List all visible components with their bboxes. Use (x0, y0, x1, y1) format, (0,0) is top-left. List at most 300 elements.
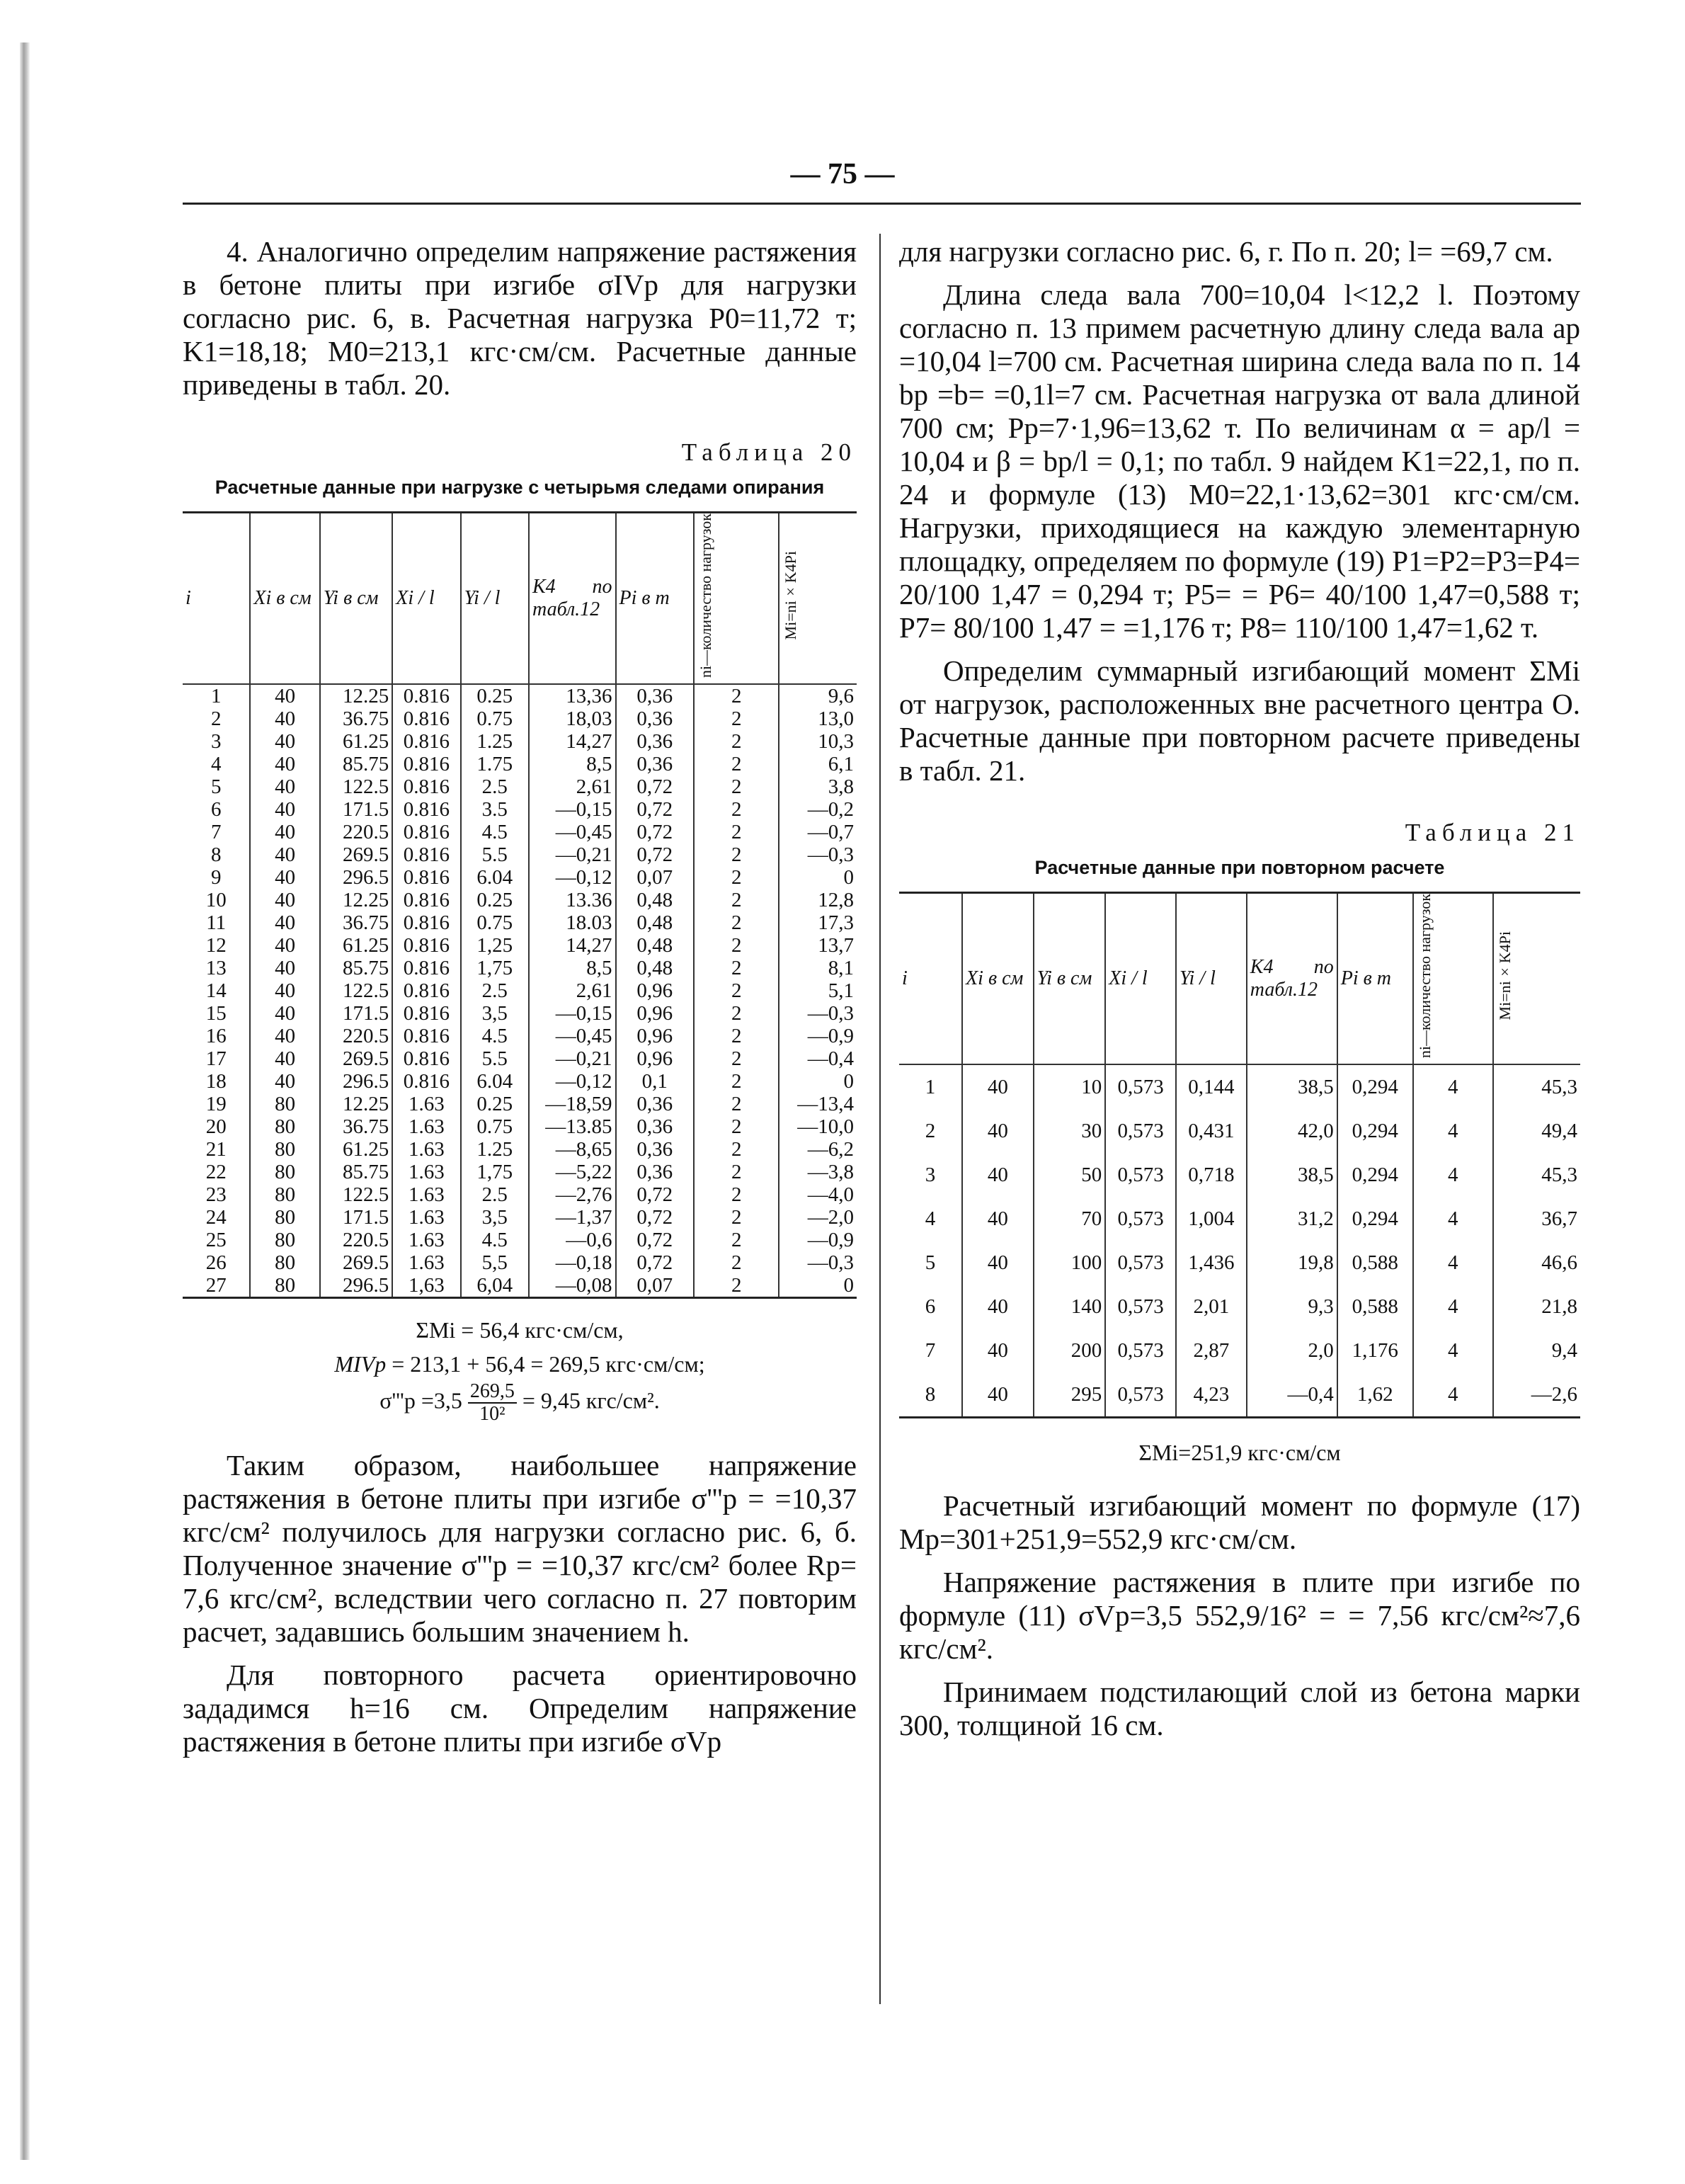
table20-cell: 15 (205, 1002, 227, 1025)
table20-cell: 80 (250, 1161, 319, 1183)
table21-cell: 50 (1034, 1153, 1106, 1197)
table21-cell: 0,144 (1176, 1064, 1247, 1109)
table20-row (183, 1206, 857, 1229)
table20-cell: 171.5 (320, 1206, 392, 1229)
table20-cell: 80 (250, 1206, 319, 1229)
table21-cell: 2 (925, 1120, 936, 1143)
table20-cell: 14,27 (529, 934, 616, 957)
table20-cell: —0,6 (529, 1229, 616, 1251)
table20-cell: 0.816 (392, 979, 460, 1002)
table20-cell: 6.04 (461, 866, 529, 889)
table20-cell: 0 (779, 866, 857, 889)
table20-cell: 2 (694, 1047, 779, 1070)
table20-cell: 0,72 (616, 843, 694, 866)
table20-cell: —0,7 (779, 821, 857, 843)
table20-cell: 0.75 (461, 707, 529, 730)
table20-cell: 21 (205, 1138, 227, 1161)
table21-cell: 4 (1413, 1372, 1493, 1418)
table20-cell: 3,8 (779, 775, 857, 798)
table20-cell: 2 (694, 684, 779, 707)
table21-cell: 3 (925, 1164, 936, 1187)
table21-cell: 4 (1413, 1109, 1493, 1153)
table20-cell: 2 (694, 911, 779, 934)
sigma-fraction-denominator: 10² (479, 1403, 506, 1426)
table20-cell: 1,63 (392, 1274, 460, 1298)
right-paragraph-2: Длина следа вала 700=10,04 l<12,2 l. Поэтому согласно п. 13 примем расчетную длину следа вала aр =10,04 l=700 см. Расчетная ширина следа вала по п. 14 bр =b= =0,1l=7 см. Расчетная нагрузка от вала длиной 700 см; Pр=7·1,96=13,62 т. По величинам α = aр/l = 10,04 и β = bр/l = 0,1; по табл. 9 найдем K1=22,1, по п. 24 и формуле (13) M0=22,1·13,62=301 кгс·см/см. Нагрузки, приходящиеся на каждую элементарную площадку, определяем по формуле (19) P1=P2=P3=P4= 20/100 1,47 = 0,294 т; P5= = P6= 40/100 1,47=0,588 т; P7= 80/100 1,47 = =1,176 т; P8= 110/100 1,47=1,62 т. (899, 278, 1580, 644)
table20-cell: 12.25 (320, 1093, 392, 1115)
table20-row (183, 684, 857, 707)
table20-cell: —0,45 (529, 1025, 616, 1047)
moment-formula (183, 1347, 857, 1381)
page-number: — 75 — (790, 158, 895, 190)
table20-cell: 2 (694, 775, 779, 798)
table20-cell: 2 (694, 889, 779, 911)
table20-header-m-cell (779, 513, 857, 685)
table20-cell: 0.816 (392, 798, 460, 821)
table20-cell: 40 (250, 1047, 319, 1070)
table21-cell: 0,573 (1105, 1372, 1176, 1418)
table21-cell: 0,573 (1105, 1197, 1176, 1241)
table20-cell: 0,96 (616, 1025, 694, 1047)
table20-row (183, 889, 857, 911)
table21-cell: 2,01 (1176, 1285, 1247, 1329)
table20-cell: 12 (205, 934, 227, 957)
table20-cell: 18,03 (529, 707, 616, 730)
table20-cell: 18 (205, 1070, 227, 1093)
table20-cell: 0 (779, 1274, 857, 1298)
table20-cell: —0,2 (779, 798, 857, 821)
table20-cell: 2 (694, 934, 779, 957)
table20-cell: 61.25 (320, 934, 392, 957)
table20-cell: 8,5 (529, 753, 616, 775)
table20-cell: 0.816 (392, 866, 460, 889)
table-20 (183, 511, 857, 1299)
left-paragraph-3: Для повторного расчета ориентировочно зададимся h=16 см. Определим напряжение растяжения в бетоне плиты при изгибе σVр (183, 1659, 857, 1758)
table20-cell: 220.5 (320, 1229, 392, 1251)
table20-cell: —0,3 (779, 1251, 857, 1274)
table20-cell: 3 (210, 730, 222, 753)
table20-cell: 0,36 (616, 1115, 694, 1138)
moment-formula-lhs: MIVр (334, 1351, 387, 1377)
table20-cell: 0,72 (616, 821, 694, 843)
table20-cell: 40 (250, 821, 319, 843)
table20-cell: 0,72 (616, 1251, 694, 1274)
table20-cell: 36.75 (320, 911, 392, 934)
table-21 (899, 892, 1580, 1418)
table20-row (183, 1229, 857, 1251)
table20-cell: 0.25 (461, 1093, 529, 1115)
table20-cell: 40 (250, 1070, 319, 1093)
table21-cell: —0,4 (1247, 1372, 1337, 1418)
table20-caption: Расчетные данные при нагрузке с четырьмя следами опирания (215, 477, 825, 498)
table20-header-i: i (183, 513, 250, 685)
table20-cell: —0,12 (529, 1070, 616, 1093)
table20-cell: 0.816 (392, 707, 460, 730)
table20-row (183, 843, 857, 866)
table20-cell: 2 (694, 979, 779, 1002)
table20-cell: 10,3 (779, 730, 857, 753)
table20-cell: 2,61 (529, 775, 616, 798)
table20-row (183, 775, 857, 798)
table21-header-x: Xi в см (962, 893, 1034, 1065)
table20-cell: 2 (694, 1183, 779, 1206)
table20-cell: —0,12 (529, 866, 616, 889)
table21-cell: 100 (1034, 1241, 1106, 1285)
table21-cell: 19,8 (1247, 1241, 1337, 1285)
table20-cell: 0.816 (392, 730, 460, 753)
table21-cell: 40 (962, 1372, 1034, 1418)
table20-cell: —0,9 (779, 1229, 857, 1251)
table20-cell: 24 (205, 1206, 227, 1229)
table20-header-x-over-l: Xi / l (392, 513, 460, 685)
table20-cell: 0.816 (392, 753, 460, 775)
table20-cell: 0,72 (616, 798, 694, 821)
table20-cell: 14 (205, 979, 227, 1003)
table20-row (183, 821, 857, 843)
table21-cell: 0,718 (1176, 1153, 1247, 1197)
table20-cell: —8,65 (529, 1138, 616, 1161)
table20-cell: 2 (694, 821, 779, 843)
table20-cell: 4 (210, 753, 222, 776)
table20-cell: —3,8 (779, 1161, 857, 1183)
table20-cell: 0,36 (616, 684, 694, 707)
table20-cell: 5,5 (461, 1251, 529, 1274)
table20-cell: 2.5 (461, 979, 529, 1002)
table20-cell: 3,5 (461, 1002, 529, 1025)
table20-cell: 0.25 (461, 684, 529, 707)
table20-cell: 296.5 (320, 866, 392, 889)
table20-header-x: Xi в см (250, 513, 319, 685)
table20-cell: —4,0 (779, 1183, 857, 1206)
table21-cell: 46,6 (1493, 1241, 1580, 1285)
table20-cell: 2.5 (461, 775, 529, 798)
table20-cell: 0,96 (616, 1002, 694, 1025)
table20-cell: 1.63 (392, 1183, 460, 1206)
table20-cell: 2 (694, 1229, 779, 1251)
table20-cell: 13 (205, 957, 227, 980)
table20-cell: 0,48 (616, 889, 694, 911)
table20-cell: 17 (205, 1047, 227, 1071)
sigma-formula-rhs: = 9,45 кгс/см². (522, 1387, 660, 1414)
table20-cell: 2 (694, 866, 779, 889)
table20-cell: 40 (250, 1025, 319, 1047)
table20-cell: —2,76 (529, 1183, 616, 1206)
table20-cell: 1.75 (461, 753, 529, 775)
table21-row (899, 1064, 1580, 1109)
table21-cell: 0,294 (1337, 1064, 1413, 1109)
table20-cell: —6,2 (779, 1138, 857, 1161)
table21-cell: 295 (1034, 1372, 1106, 1418)
table20-cell: 3,5 (461, 1206, 529, 1229)
table20-cell: 10 (205, 889, 227, 912)
table20-header-p: Pi в т (616, 513, 694, 685)
table21-body (899, 1064, 1580, 1418)
table20-cell: 0,1 (616, 1070, 694, 1093)
table20-cell: 6,04 (461, 1274, 529, 1298)
table20-row (183, 911, 857, 934)
table21-cell: 4 (1413, 1197, 1493, 1241)
table20-cell: 0.816 (392, 684, 460, 707)
table20-cell: 296.5 (320, 1274, 392, 1298)
table20-cell: 40 (250, 1002, 319, 1025)
table20-cell: 8,1 (779, 957, 857, 979)
table20-cell: 1 (210, 685, 222, 708)
table20-cell: 40 (250, 889, 319, 911)
table20-cell: 0.816 (392, 775, 460, 798)
table20-cell: 2.5 (461, 1183, 529, 1206)
table20-cell: 1.63 (392, 1251, 460, 1274)
table20-cell: 1,75 (461, 957, 529, 979)
table21-cell: 0,588 (1337, 1241, 1413, 1285)
table20-cell: 2 (694, 843, 779, 866)
table20-cell: 2 (210, 707, 222, 731)
table21-cell: 2,0 (1247, 1329, 1337, 1372)
table20-cell: 12.25 (320, 684, 392, 707)
table20-cell: —0,15 (529, 798, 616, 821)
table21-cell: 40 (962, 1329, 1034, 1372)
table21-cell: 1,176 (1337, 1329, 1413, 1372)
table20-header-y: Yi в см (320, 513, 392, 685)
table21-cell: 0,573 (1105, 1329, 1176, 1372)
table20-cell: 0,72 (616, 1206, 694, 1229)
table20-cell: 40 (250, 957, 319, 979)
right-paragraph-1: для нагрузки согласно рис. 6, г. По п. 20; l= =69,7 см. (899, 235, 1553, 268)
table20-cell: 2 (694, 1115, 779, 1138)
table21-cell: 40 (962, 1153, 1034, 1197)
table20-cell: 0.816 (392, 1002, 460, 1025)
table20-cell: 171.5 (320, 798, 392, 821)
table21-cell: 0,294 (1337, 1153, 1413, 1197)
table20-cell: 80 (250, 1093, 319, 1115)
table20-cell: —10,0 (779, 1115, 857, 1138)
table20-cell: 40 (250, 979, 319, 1002)
table20-cell: 0,36 (616, 1138, 694, 1161)
table20-cell: 9 (210, 866, 222, 889)
table20-cell: 2 (694, 798, 779, 821)
table20-cell: 0.75 (461, 911, 529, 934)
table20-row (183, 1070, 857, 1093)
table20-cell: 0,72 (616, 1183, 694, 1206)
table20-cell: 8,5 (529, 957, 616, 979)
table21-cell: 4 (1413, 1153, 1493, 1197)
sigma-formula (183, 1381, 857, 1425)
left-column (183, 235, 857, 1758)
table21-cell: 70 (1034, 1197, 1106, 1241)
table21-cell: 31,2 (1247, 1197, 1337, 1241)
table20-cell: —13,4 (779, 1093, 857, 1115)
table21-header-x-over-l: Xi / l (1105, 893, 1176, 1065)
table20-cell: 7 (210, 821, 222, 844)
table20-cell: —13.85 (529, 1115, 616, 1138)
table21-cell: 1,436 (1176, 1241, 1247, 1285)
right-paragraph-4: Расчетный изгибающий момент по формуле (17) Mр=301+251,9=552,9 кгс·см/см. (899, 1489, 1580, 1556)
table20-cell: 80 (250, 1229, 319, 1251)
table20-cell: 1.63 (392, 1229, 460, 1251)
table20-cell: 40 (250, 934, 319, 957)
table20-cell: 2 (694, 1274, 779, 1298)
table20-cell: 0 (779, 1070, 857, 1093)
table21-cell: 0,573 (1105, 1241, 1176, 1285)
table20-cell: 1,75 (461, 1161, 529, 1183)
table20-cell: 2 (694, 957, 779, 979)
table20-row (183, 1025, 857, 1047)
table21-cell: 21,8 (1493, 1285, 1580, 1329)
table20-row (183, 1047, 857, 1070)
sigma-fraction-numerator: 269,5 (468, 1381, 517, 1404)
table20-cell: 2 (694, 753, 779, 775)
table20-cell: 2 (694, 1161, 779, 1183)
table20-cell: 80 (250, 1274, 319, 1298)
table20-cell: 0.816 (392, 957, 460, 979)
table21-cell: 0,573 (1105, 1285, 1176, 1329)
table20-cell: 0,07 (616, 1274, 694, 1298)
table20-cell: 2,61 (529, 979, 616, 1002)
table21-cell: 49,4 (1493, 1109, 1580, 1153)
table20-cell: —5,22 (529, 1161, 616, 1183)
table20-cell: 40 (250, 866, 319, 889)
table21-cell: 36,7 (1493, 1197, 1580, 1241)
table20-cell: 1.25 (461, 1138, 529, 1161)
table20-row (183, 798, 857, 821)
table20-cell: 40 (250, 775, 319, 798)
table20-cell: —0,9 (779, 1025, 857, 1047)
table21-cell: 42,0 (1247, 1109, 1337, 1153)
table21-cell: 0,294 (1337, 1197, 1413, 1241)
table20-cell: 22 (205, 1161, 227, 1184)
table21-cell: 200 (1034, 1329, 1106, 1372)
table20-row (183, 934, 857, 957)
table20-cell: 0,07 (616, 866, 694, 889)
table20-cell: 0,48 (616, 911, 694, 934)
table20-cell: 40 (250, 911, 319, 934)
table20-cell: 122.5 (320, 979, 392, 1002)
table21-row (899, 1153, 1580, 1197)
table20-cell: —2,0 (779, 1206, 857, 1229)
table20-cell: 171.5 (320, 1002, 392, 1025)
table21-cell: 0,431 (1176, 1109, 1247, 1153)
table20-row (183, 1138, 857, 1161)
table20-row (183, 730, 857, 753)
table20-cell: 1.63 (392, 1138, 460, 1161)
table20-cell: 13,0 (779, 707, 857, 730)
table20-cell: 13.36 (529, 889, 616, 911)
table21-cell: 4 (1413, 1064, 1493, 1109)
table20-cell: 269.5 (320, 843, 392, 866)
table20-cell: 85.75 (320, 753, 392, 775)
sigma-fraction (468, 1381, 517, 1425)
table20-cell: 0,36 (616, 1161, 694, 1183)
table20-cell: 27 (205, 1274, 227, 1297)
table21-header-i: i (899, 893, 962, 1065)
table21-cell: 10 (1034, 1064, 1106, 1109)
table20-cell: 6 (210, 798, 222, 821)
table20-cell: 18.03 (529, 911, 616, 934)
table20-cell: 5.5 (461, 1047, 529, 1070)
table20-header-row (183, 513, 857, 685)
book-spine-shadow (20, 42, 30, 2160)
table21-row (899, 1197, 1580, 1241)
table21-cell: 4,23 (1176, 1372, 1247, 1418)
table20-cell: —0,18 (529, 1251, 616, 1274)
table21-cell: 9,4 (1493, 1329, 1580, 1372)
table20-cell: 0.816 (392, 934, 460, 957)
table20-cell: 0,96 (616, 1047, 694, 1070)
table21-header-p: Pi в т (1337, 893, 1413, 1065)
table20-cell: 0.816 (392, 821, 460, 843)
table20-cell: —18,59 (529, 1093, 616, 1115)
table20-cell: 2 (694, 1093, 779, 1115)
table20-cell: 40 (250, 684, 319, 707)
table20-header-n-cell (694, 513, 779, 685)
table21-header-y: Yi в см (1034, 893, 1106, 1065)
table21-cell: 45,3 (1493, 1153, 1580, 1197)
table20-cell: —0,21 (529, 1047, 616, 1070)
table21-cell: 40 (962, 1197, 1034, 1241)
table20-cell: 269.5 (320, 1251, 392, 1274)
table20-label: Таблица 20 (681, 438, 857, 466)
table20-cell: 0,48 (616, 957, 694, 979)
table20-cell: 40 (250, 753, 319, 775)
table21-cell: 30 (1034, 1109, 1106, 1153)
table20-cell: 20 (205, 1115, 227, 1139)
table21-cell: 140 (1034, 1285, 1106, 1329)
right-paragraph-3: Определим суммарный изгибающий момент ΣMi от нагрузок, расположенных вне расчетного центра O. Расчетные данные при повторном расчете приведены в табл. 21. (899, 654, 1580, 787)
table20-cell: 40 (250, 707, 319, 730)
table21-cell: 1,004 (1176, 1197, 1247, 1241)
table20-cell: 8 (210, 843, 222, 867)
table20-cell: 220.5 (320, 821, 392, 843)
table20-cell: 12,8 (779, 889, 857, 911)
table21-header-n-cell (1413, 893, 1493, 1065)
table20-cell: 0,36 (616, 1093, 694, 1115)
table20-cell: 2 (694, 1002, 779, 1025)
table21-cell: 45,3 (1493, 1064, 1580, 1109)
table20-cell: 0.816 (392, 889, 460, 911)
table20-cell: 2 (694, 1025, 779, 1047)
table20-cell: 0,72 (616, 1229, 694, 1251)
table20-row (183, 707, 857, 730)
table21-cell: 4 (1413, 1285, 1493, 1329)
table20-cell: 0,72 (616, 775, 694, 798)
table20-header-y-over-l: Yi / l (461, 513, 529, 685)
sum-formula-left: ΣMi = 56,4 кгс·см/см, (416, 1317, 624, 1343)
table20-cell: 220.5 (320, 1025, 392, 1047)
table20-cell: 13,36 (529, 684, 616, 707)
table20-cell: 1.63 (392, 1206, 460, 1229)
table20-cell: —0,3 (779, 843, 857, 866)
table21-cell: 40 (962, 1241, 1034, 1285)
table20-cell: 85.75 (320, 1161, 392, 1183)
table20-cell: 0,36 (616, 730, 694, 753)
table20-cell: 5,1 (779, 979, 857, 1002)
table20-cell: —0,08 (529, 1274, 616, 1298)
table20-header-k4: K4 по табл.12 (529, 513, 616, 685)
table20-cell: 2 (694, 730, 779, 753)
table20-cell: 80 (250, 1138, 319, 1161)
table20-cell: 0.25 (461, 889, 529, 911)
table20-cell: 0,36 (616, 753, 694, 775)
table20-cell: 122.5 (320, 775, 392, 798)
table21-cell: 38,5 (1247, 1064, 1337, 1109)
table20-cell: 0.816 (392, 1047, 460, 1070)
table20-cell: 122.5 (320, 1183, 392, 1206)
table20-cell: 12.25 (320, 889, 392, 911)
table20-cell: 5.5 (461, 843, 529, 866)
table21-header-n: ni—количество нагрузок (1415, 894, 1434, 1059)
table21-header-m-cell (1493, 893, 1580, 1065)
table20-cell: 0.75 (461, 1115, 529, 1138)
table20-header-n: ni—количество нагрузок (696, 513, 714, 678)
